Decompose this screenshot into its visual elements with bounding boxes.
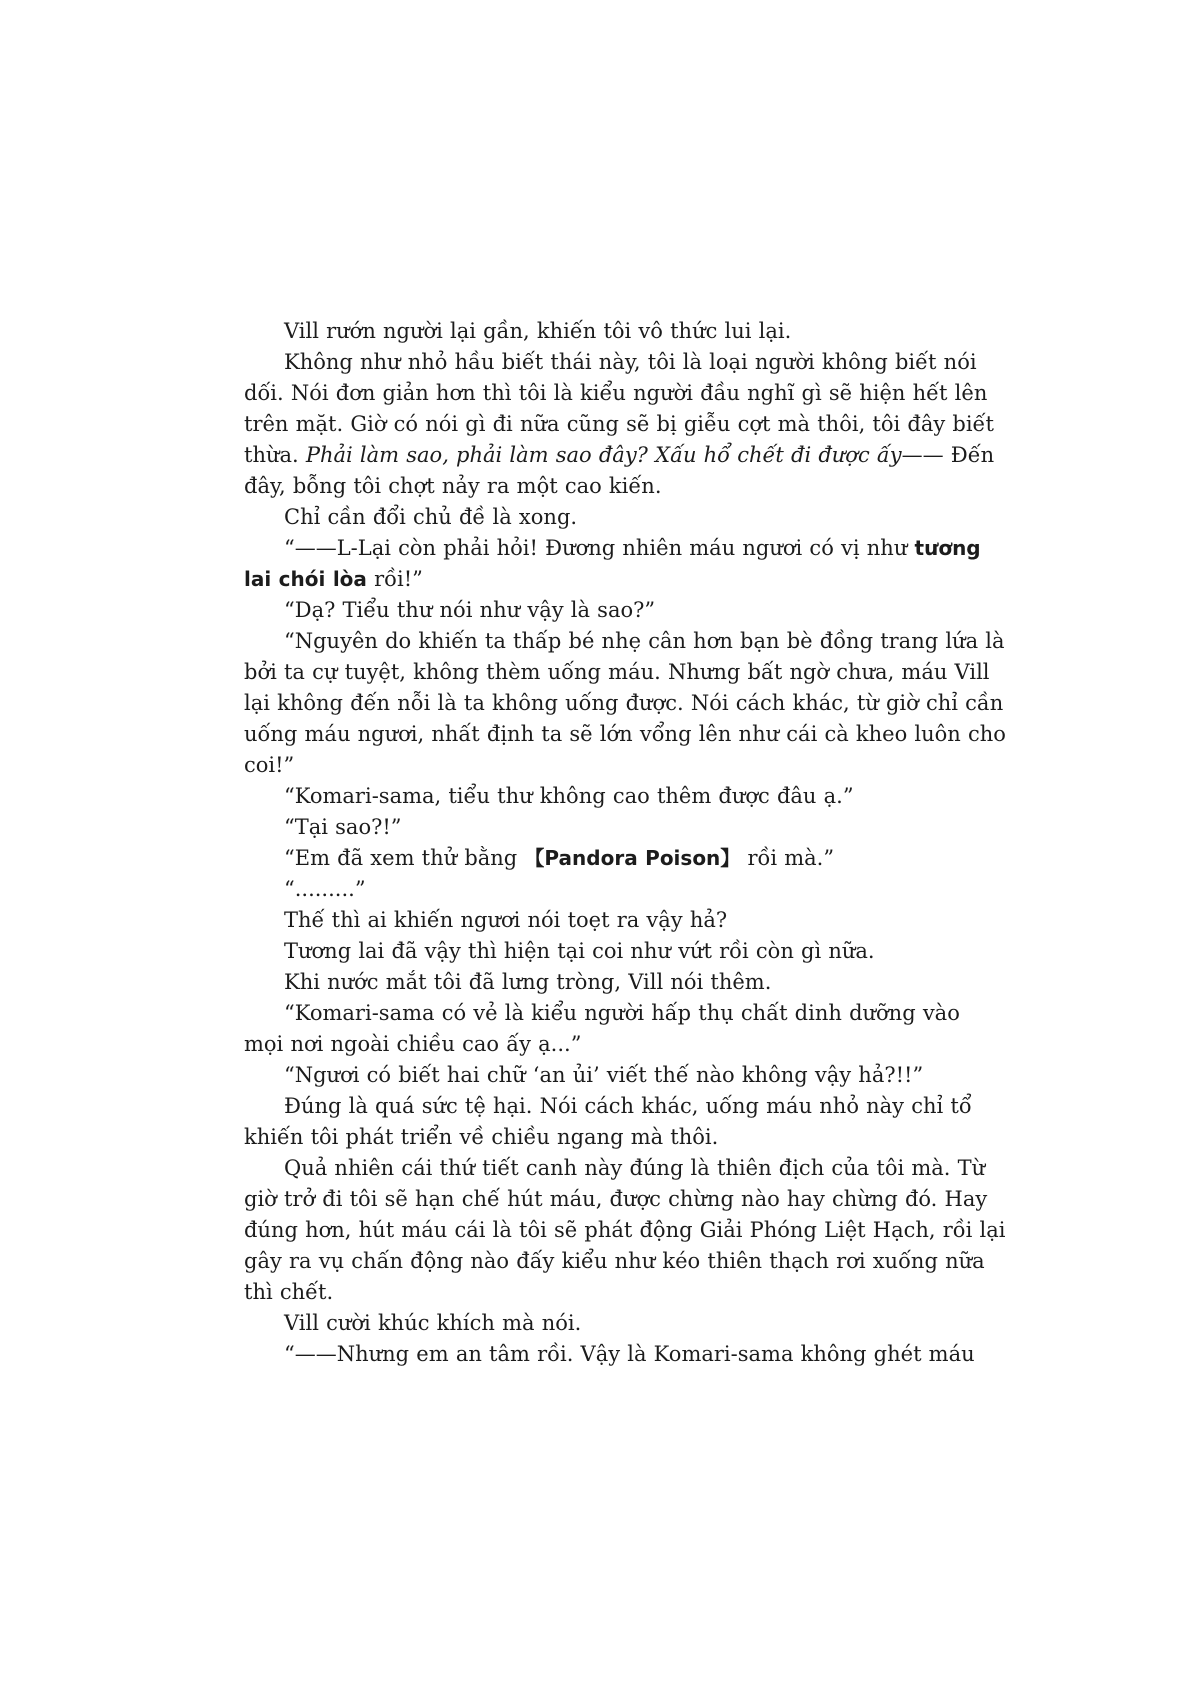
text-segment: bởi ta cự tuyệt, không thèm uống máu. Nhưng bất ngờ chưa, máu Vill	[244, 660, 990, 684]
text-segment: mọi nơi ngoài chiều cao ấy ạ...”	[244, 1032, 582, 1056]
text-segment: Đúng là quá sức tệ hại. Nói cách khác, uống máu nhỏ này chỉ tổ	[284, 1094, 972, 1118]
text-line	[244, 1215, 1006, 1246]
text-line	[244, 502, 957, 533]
text-line	[244, 1122, 957, 1153]
text-line	[244, 843, 957, 874]
text-segment: Không như nhỏ hầu biết thái này, tôi là loại người không biết nói	[284, 350, 977, 374]
text-segment: Quả nhiên cái thứ tiết canh này đúng là thiên địch của tôi mà. Từ	[284, 1156, 986, 1180]
bold-text: lai chói lòa	[244, 567, 367, 591]
text-segment: —— Đến	[901, 443, 995, 467]
text-line	[244, 657, 990, 688]
italic-text: Phải làm sao, phải làm sao đây? Xấu hổ chết đi được ấy	[305, 443, 902, 467]
text-line	[244, 967, 957, 998]
text-segment: khiến tôi phát triển về chiều ngang mà thôi.	[244, 1125, 719, 1149]
text-line	[244, 626, 1005, 657]
text-segment: “Dạ? Tiểu thư nói như vậy là sao?”	[284, 598, 656, 622]
text-segment: gây ra vụ chấn động nào đấy kiểu như kéo thiên thạch rơi xuống nữa	[244, 1249, 985, 1273]
text-segment: Khi nước mắt tôi đã lưng tròng, Vill nói thêm.	[284, 970, 772, 994]
text-line	[244, 440, 995, 471]
bold-text: tương	[914, 536, 981, 560]
text-segment: “Ngươi có biết hai chữ ‘an ủi’ viết thế nào không vậy hả?!!”	[284, 1063, 924, 1087]
text-line	[244, 750, 957, 781]
text-line	[244, 1339, 975, 1370]
text-line	[244, 1060, 957, 1091]
text-line	[244, 719, 1006, 750]
text-segment: thì chết.	[244, 1280, 334, 1304]
text-segment: “Komari-sama, tiểu thư không cao thêm được đâu ạ.”	[284, 784, 854, 808]
text-line	[244, 347, 977, 378]
text-segment: rồi mà.”	[740, 846, 835, 870]
text-segment: giờ trở đi tôi sẽ hạn chế hút máu, được chừng nào hay chừng đó. Hay	[244, 1187, 988, 1211]
bold-text: 【Pandora Poison】	[524, 846, 741, 870]
body-text	[244, 316, 1006, 1370]
text-line	[244, 1029, 957, 1060]
text-segment: “——Nhưng em an tâm rồi. Vậy là Komari-sama không ghét máu	[284, 1342, 975, 1366]
text-line	[244, 533, 981, 564]
text-line	[244, 1308, 957, 1339]
text-line	[244, 378, 988, 409]
text-line	[244, 409, 994, 440]
text-segment: Thế thì ai khiến ngươi nói toẹt ra vậy hả?	[284, 908, 728, 932]
text-segment: “Tại sao?!”	[284, 815, 402, 839]
text-line	[244, 812, 957, 843]
text-segment: trên mặt. Giờ có nói gì đi nữa cũng sẽ bị giễu cợt mà thôi, tôi đây biết	[244, 412, 994, 436]
text-line	[244, 595, 957, 626]
text-segment: Chỉ cần đổi chủ đề là xong.	[284, 505, 578, 529]
text-segment: Vill rướn người lại gần, khiến tôi vô thức lui lại.	[284, 319, 792, 343]
text-line	[244, 998, 960, 1029]
text-segment: “Nguyên do khiến ta thấp bé nhẹ cân hơn bạn bè đồng trang lứa là	[284, 629, 1005, 653]
text-segment: đây, bỗng tôi chợt nảy ra một cao kiến.	[244, 474, 662, 498]
text-segment: lại không đến nỗi là ta không uống được. Nói cách khác, từ giờ chỉ cần	[244, 691, 1004, 715]
text-segment: Vill cười khúc khích mà nói.	[284, 1311, 582, 1335]
text-line	[244, 1184, 988, 1215]
text-segment: thừa.	[244, 443, 306, 467]
text-segment: “Komari-sama có vẻ là kiểu người hấp thụ chất dinh dưỡng vào	[284, 1001, 960, 1025]
text-line	[244, 905, 957, 936]
text-line	[244, 1246, 985, 1277]
text-line	[244, 1091, 972, 1122]
text-segment: Tương lai đã vậy thì hiện tại coi như vứt rồi còn gì nữa.	[284, 939, 875, 963]
text-line	[244, 688, 1004, 719]
text-segment: coi!”	[244, 753, 295, 777]
text-segment: uống máu ngươi, nhất định ta sẽ lớn vổng lên như cái cà kheo luôn cho	[244, 722, 1006, 746]
text-line	[244, 874, 957, 905]
text-line	[244, 564, 957, 595]
text-segment: rồi!”	[366, 567, 423, 591]
text-line	[244, 471, 957, 502]
text-segment: “——L-Lại còn phải hỏi! Đương nhiên máu ngươi có vị như	[284, 536, 915, 560]
text-segment: dối. Nói đơn giản hơn thì tôi là kiểu người đầu nghĩ gì sẽ hiện hết lên	[244, 381, 988, 405]
text-line	[244, 1153, 986, 1184]
text-segment: “.........”	[284, 877, 366, 901]
text-line	[244, 781, 957, 812]
text-segment: “Em đã xem thử bằng	[284, 846, 525, 870]
text-line	[244, 1277, 957, 1308]
text-segment: đúng hơn, hút máu cái là tôi sẽ phát động Giải Phóng Liệt Hạch, rồi lại	[244, 1218, 1006, 1242]
text-line	[244, 316, 957, 347]
text-line	[244, 936, 957, 967]
